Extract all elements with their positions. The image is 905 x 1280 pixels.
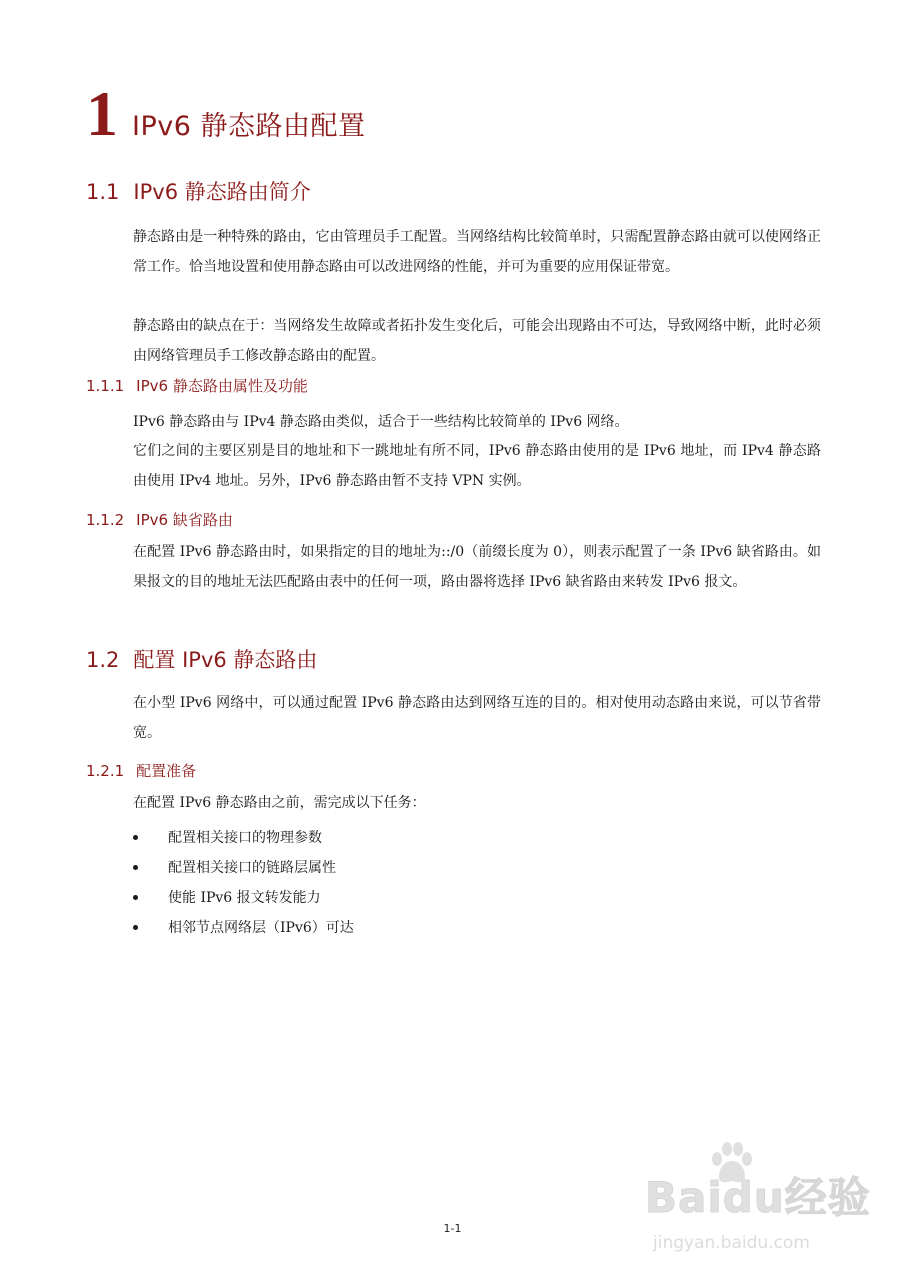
section-number: 1.1.1 — [86, 377, 125, 395]
list-item: 使能 IPv6 报文转发能力 — [133, 888, 321, 908]
paragraph-static-route-intro: 静态路由是一种特殊的路由，它由管理员手工配置。当网络结构比较简单时，只需配置静态路由就可以使网络正常工作。恰当地设置和使用静态路由可以改进网络的性能，并可为重要的应用保证带宽。 — [133, 229, 821, 275]
chapter-title: IPv6 静态路由配置 — [132, 111, 366, 142]
chapter-heading — [86, 78, 366, 149]
paragraph-static-route-drawback: 静态路由的缺点在于：当网络发生故障或者拓扑发生变化后，可能会出现路由不可达，导致网络中断，此时必须由网络管理员手工修改静态路由的配置。 — [133, 318, 821, 364]
list-item: 配置相关接口的链路层属性 — [133, 858, 336, 878]
bullet-icon — [133, 895, 138, 900]
chapter-number: 1 — [86, 78, 118, 149]
section-title: IPv6 静态路由属性及功能 — [136, 377, 308, 395]
paragraph-ipv6-vs-ipv4: IPv6 静态路由与 IPv4 静态路由类似，适合于一些结构比较简单的 IPv6 网络。 — [133, 414, 629, 430]
section-heading-1-1-1 — [86, 375, 308, 396]
baidu-watermark — [645, 1135, 885, 1265]
paragraph-default-route: 在配置 IPv6 静态路由时，如果指定的目的地址为::/0（前缀长度为 0），则表示配置了一条 IPv6 缺省路由。如果报文的目的地址无法匹配路由表中的任何一项，路由器将选择 IPv6 缺省路由来转发 IPv6 报文。 — [133, 544, 821, 590]
section-title: 配置准备 — [136, 762, 197, 780]
section-title: IPv6 缺省路由 — [136, 511, 233, 529]
section-heading-1-1-2 — [86, 509, 233, 530]
section-title: 配置 IPv6 静态路由 — [133, 648, 318, 672]
list-item: 配置相关接口的物理参数 — [133, 828, 322, 848]
page-number: 1-1 — [443, 1222, 462, 1235]
section-number: 1.1 — [86, 180, 120, 204]
bullet-icon — [133, 835, 138, 840]
section-number: 1.1.2 — [86, 511, 125, 529]
paragraph-differences: 它们之间的主要区别是目的地址和下一跳地址有所不同，IPv6 静态路由使用的是 IPv6 地址，而 IPv4 静态路由使用 IPv4 地址。另外，IPv6 静态路由暂不支持 VPN 实例。 — [133, 443, 821, 489]
watermark-brand: Baidu经验 — [645, 1173, 871, 1222]
list-item: 相邻节点网络层（IPv6）可达 — [133, 918, 354, 938]
watermark-url: jingyan.baidu.com — [653, 1233, 810, 1253]
section-heading-1-2-1 — [86, 760, 196, 781]
section-heading-1-1 — [86, 176, 311, 206]
section-number: 1.2 — [86, 648, 120, 672]
bullet-icon — [133, 865, 138, 870]
paragraph-prerequisites: 在配置 IPv6 静态路由之前，需完成以下任务： — [133, 795, 426, 811]
section-number: 1.2.1 — [86, 762, 125, 780]
paragraph-small-network: 在小型 IPv6 网络中，可以通过配置 IPv6 静态路由达到网络互连的目的。相对使用动态路由来说，可以节省带宽。 — [133, 695, 821, 741]
section-heading-1-2 — [86, 644, 317, 674]
section-title: IPv6 静态路由简介 — [133, 180, 311, 204]
bullet-icon — [133, 925, 138, 930]
